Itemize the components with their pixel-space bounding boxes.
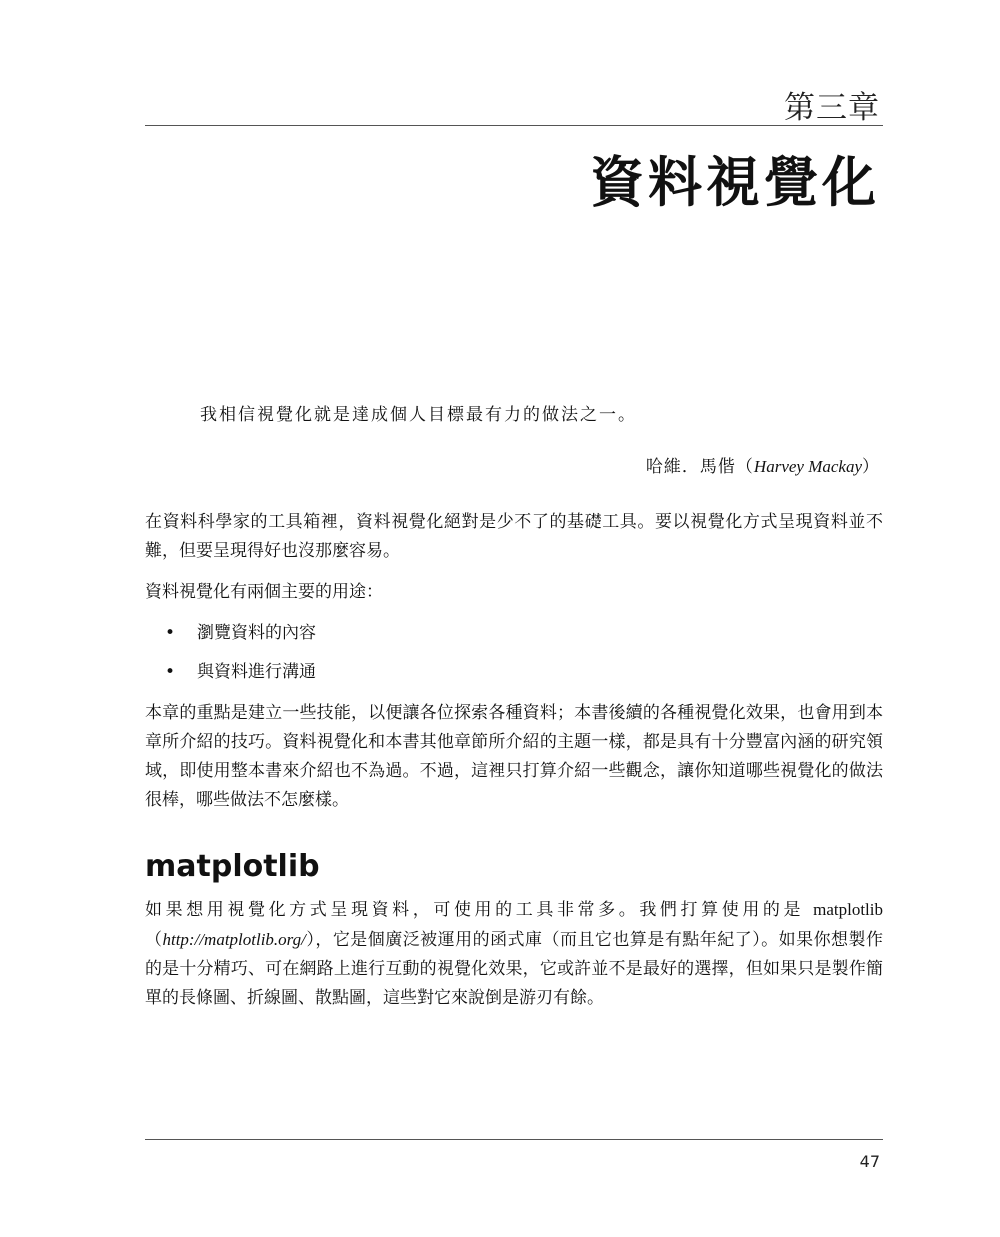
list-item-label: 與資料進行溝通 [197,662,316,682]
epigraph-author-en: Harvey Mackay [753,457,862,476]
list-item [145,619,883,648]
epigraph-author-suffix: ） [862,457,880,477]
epigraph-quote: 我相信視覺化就是達成個人目標最有力的做法之一。 [200,405,637,425]
bullet-icon: • [165,662,176,682]
section-heading: matplotlib [145,849,320,884]
paragraph-matplotlib-part3: ），它是個廣泛被運用的函式庫（而且它也算是有點年紀了）。如果你想製作的是十分精巧、可在網路上進行互動的視覺化效果，它或許並不是最好的選擇，但如果只是製作簡單的長條圖、折線圖、散點圖，這些對它來說倒是游刃有餘。 [145,930,884,1008]
chapter-title: 資料視覺化 [590,151,880,214]
header-rule [145,125,883,126]
paragraph-matplotlib-part2: （ [145,930,163,950]
paragraph-chapter-focus: 本章的重點是建立一些技能，以便讓各位探索各種資料；本書後續的各種視覺化效果，也會用到本章所介紹的技巧。資料視覺化和本書其他章節所介紹的主題一樣，都是具有十分豐富內涵的研究領域，即使用整本書來介紹也不為過。不過，這裡只打算介紹一些觀念，讓你知道哪些視覺化的做法很棒，哪些做法不怎麼樣。 [145,703,883,810]
main-content [145,508,883,1025]
bullet-icon: • [165,623,176,643]
paragraph-matplotlib-part1: 如果想用視覺化方式呈現資料，可使用的工具非常多。我們打算使用的是 [145,900,814,920]
library-name: matplotlib [813,900,883,919]
uses-list [145,619,883,687]
paragraph-uses: 資料視覺化有兩個主要的用途： [145,582,383,602]
list-item [145,658,883,687]
epigraph-author-prefix: 哈維．馬偕（ [645,457,754,477]
paragraph-matplotlib [145,895,883,1013]
page-number: 47 [859,1152,880,1171]
epigraph-author [646,452,880,477]
paragraph-intro: 在資料科學家的工具箱裡，資料視覺化絕對是少不了的基礎工具。要以視覺化方式呈現資料並不難，但要呈現得好也沒那麼容易。 [145,512,883,561]
chapter-label: 第三章 [784,90,880,126]
footer-rule [145,1139,883,1140]
matplotlib-url-link[interactable]: http://matplotlib.org/ [162,930,306,949]
list-item-label: 瀏覽資料的內容 [197,623,316,643]
